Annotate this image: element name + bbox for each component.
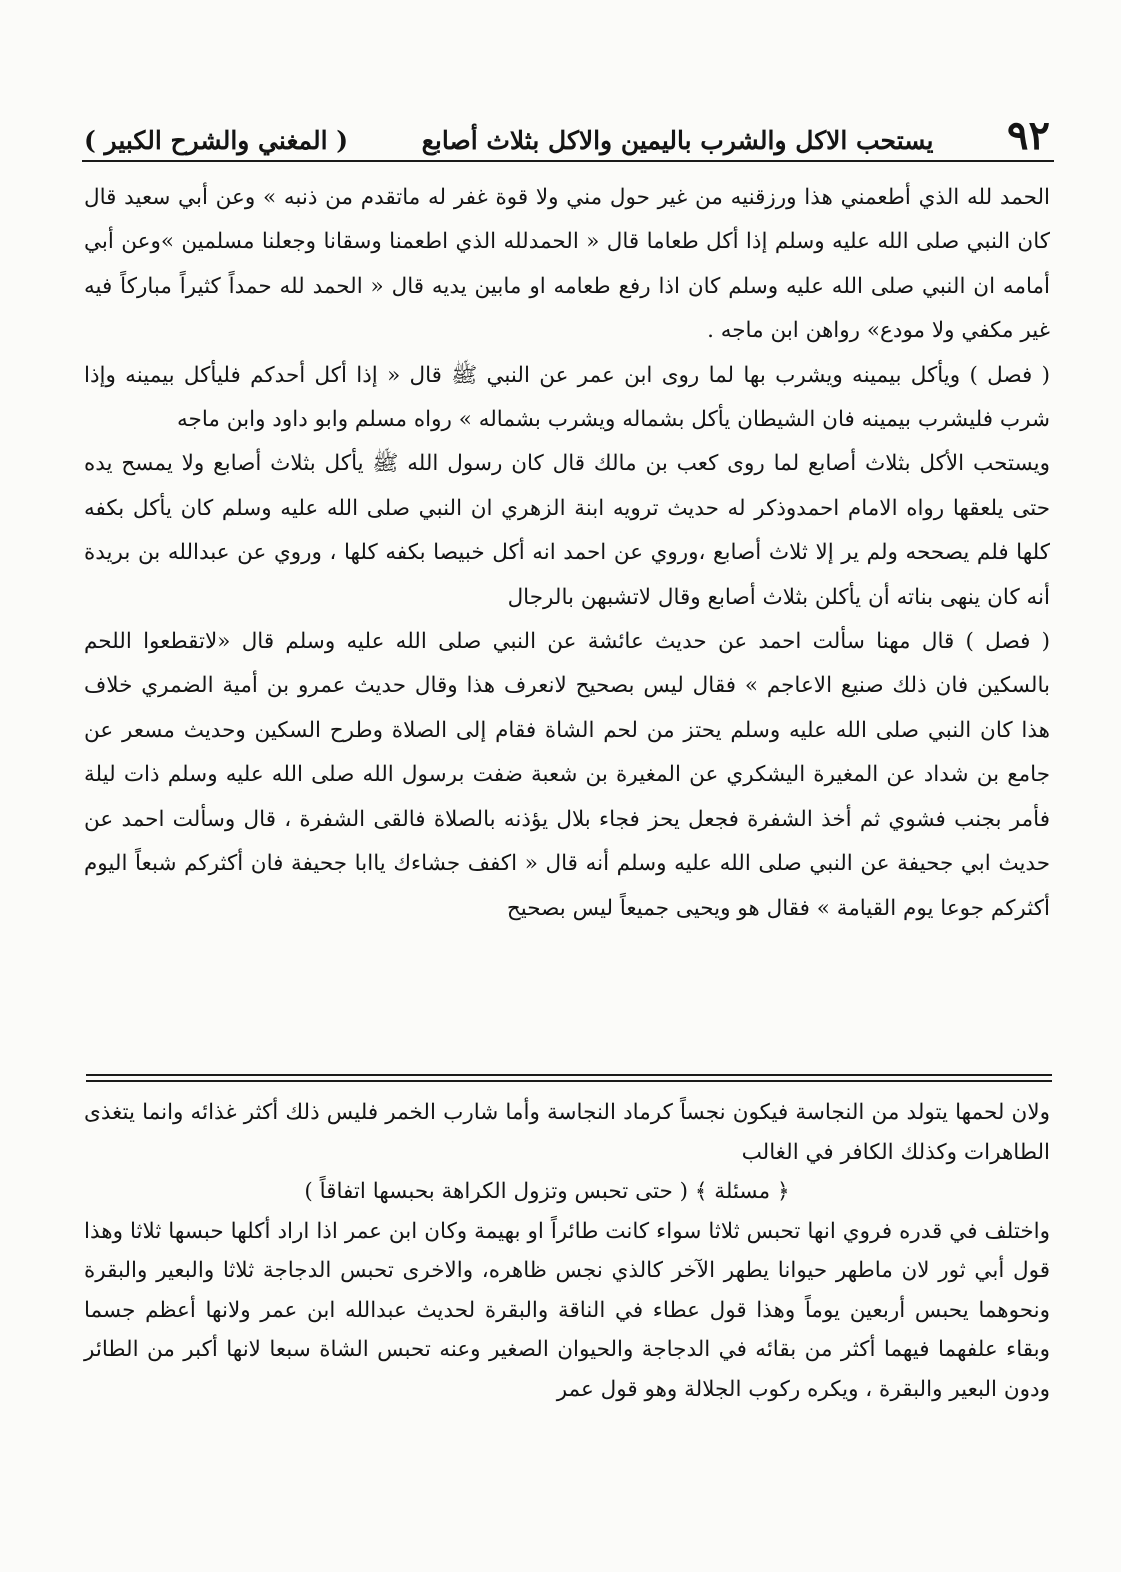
main-text-section — [84, 1093, 1050, 1409]
header-rule — [82, 160, 1054, 162]
commentary-paragraph: ( فصل ) قال مهنا سألت احمد عن حديث عائشة عن النبي صلى الله عليه وسلم قال «لاتقطعوا اللحم بالسكين فان ذلك صنيع الاعاجم » فقال ليس بصحيح لانعرف هذا وقال حديث عمرو بن أمية الضمري خلاف هذا كان النبي صلى الله عليه وسلم يحتز من لحم الشاة فقام إلى الصلاة وطرح السكين وحديث مسعر عن جامع بن شداد عن المغيرة اليشكري عن المغيرة بن شعبة ضفت برسول الله صلى الله عليه وسلم ذات ليلة فأمر بجنب فشوي ثم أخذ الشفرة فجعل يحز فجاء بلال يؤذنه بالصلاة فالقى الشفرة ، قال وسألت احمد عن حديث ابي جحيفة عن النبي صلى الله عليه وسلم أنه قال « اكفف جشاءك ياابا جحيفة فان أكثركم شبعاً اليوم أكثركم جوعا يوم القيامة » فقال هو ويحيى جميعاً ليس بصحيح — [84, 629, 1050, 921]
commentary-paragraph: الحمد لله الذي أطعمني هذا ورزقنيه من غير حول مني ولا قوة غفر له ماتقدم من ذنبه » وعن أبي سعيد قال كان النبي صلى الله عليه وسلم إذا أكل طعاما قال « الحمدلله الذي اطعمنا وسقانا وجعلنا مسلمين »وعن أبي أمامه ان النبي صلى الله عليه وسلم كان اذا رفع طعامه او مابين يديه قال « الحمد لله حمداً كثيراً مباركاً فيه غير مكفي ولا مودع» رواهن ابن ماجه . — [84, 185, 1050, 344]
masala-heading: ﴿ مسئلة ﴾ ( حتى تحبس وتزول الكراهة بحبسها اتفاقاً ) — [304, 1179, 790, 1204]
section-divider — [86, 1074, 1052, 1082]
commentary-section — [84, 176, 1050, 931]
running-title: يستحب الاكل والشرب باليمين والاكل بثلاث أصابع — [421, 126, 934, 155]
book-title: ( المغني والشرح الكبير ) — [84, 126, 349, 155]
main-text-paragraph: ولان لحمها يتولد من النجاسة فيكون نجساً كرماد النجاسة وأما شارب الخمر فليس ذلك أكثر غذائه وانما يتغذى الطاهرات وكذلك الكافر في الغالب — [84, 1100, 1050, 1165]
main-text-paragraph: واختلف في قدره فروي انها تحبس ثلاثا سواء كانت طائراً او بهيمة وكان ابن عمر اذا اراد أكلها حبسها ثلاثا وهذا قول أبي ثور لان ماطهر حيوانا يطهر الآخر كالذي نجس ظاهره، والاخرى تحبس الدجاجة ثلاثا والبعير والبقرة ونحوهما يحبس أربعين يوماً وهذا قول عطاء في الناقة والبقرة لحديث عبدالله ابن عمر ولانها أعظم جسما وبقاء علفهما فيهما أكثر من بقائه في الدجاجة والحيوان الصغير وعنه تحبس الشاة سبعا لانها أكبر من الطائر ودون البعير والبقرة ، ويكره ركوب الجلالة وهو قول عمر — [84, 1218, 1050, 1402]
commentary-paragraph: ويستحب الأكل بثلاث أصابع لما روى كعب بن مالك قال كان رسول الله ﷺ يأكل بثلاث أصابع ولا يمسح يده حتى يلعقها رواه الامام احمدوذكر له حديث ترويه ابنة الزهري ان النبي صلى الله عليه وسلم كان يأكل بكفه كلها فلم يصححه ولم ير إلا ثلاث أصابع ،وروي عن احمد انه أكل خبيصا بكفه كلها ، وروي عن عبدالله بن بريدة أنه كان ينهى بناته أن يأكلن بثلاث أصابع وقال لاتشبهن بالرجال — [84, 451, 1050, 610]
page-number: ٩٢ — [1007, 112, 1050, 159]
page-header — [84, 98, 1050, 159]
commentary-paragraph: ( فصل ) ويأكل بيمينه ويشرب بها لما روى ابن عمر عن النبي ﷺ قال « إذا أكل أحدكم فليأكل بيمينه وإذا شرب فليشرب بيمينه فان الشيطان يأكل بشماله ويشرب بشماله » رواه مسلم وابو داود وابن ماجه — [84, 362, 1050, 433]
